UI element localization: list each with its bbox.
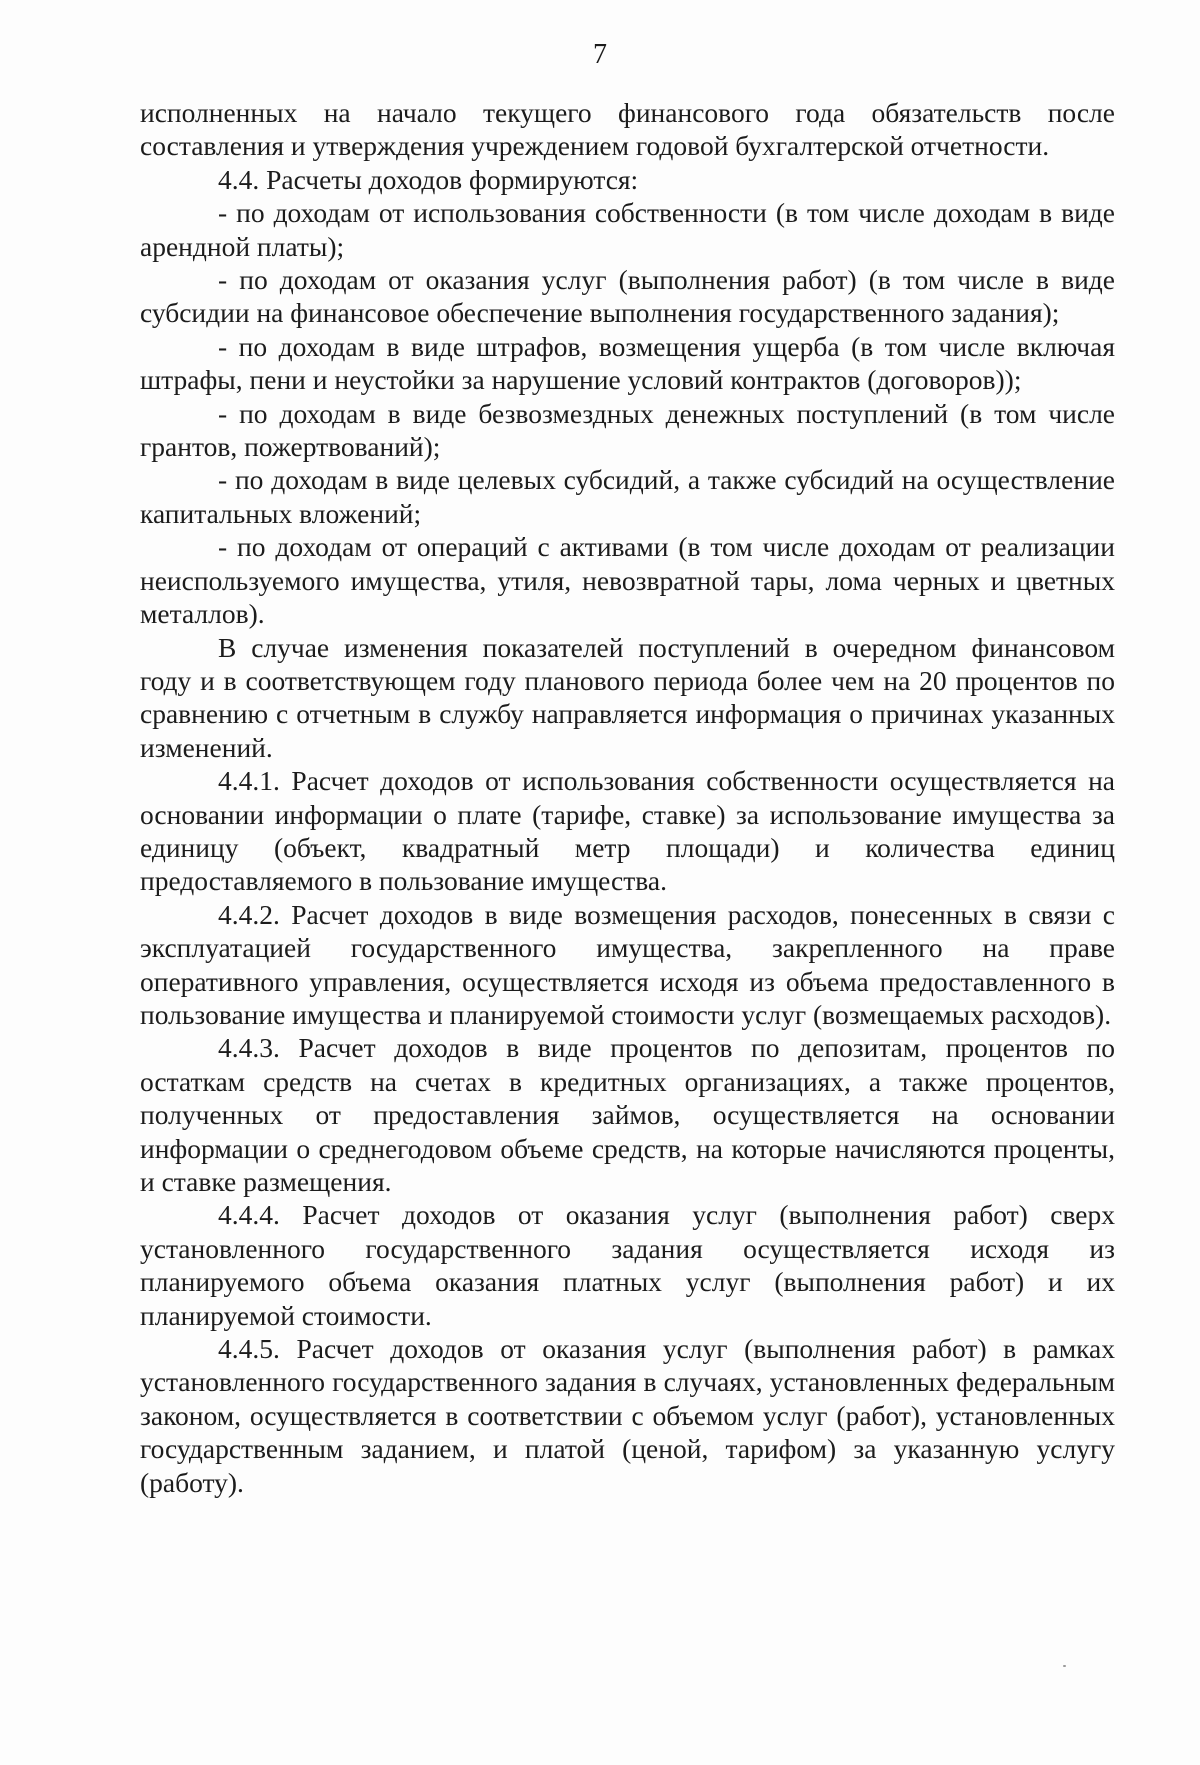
list-item-property-income: - по доходам от использования собственности (в том числе доходам в виде арендной платы); [140,197,1115,262]
list-item-gratuitous-income: - по доходам в виде безвозмездных денежных поступлений (в том числе грантов, пожертвований); [140,397,1115,463]
list-item-fines-income: - по доходам в виде штрафов, возмещения ущерба (в том числе включая штрафы, пени и неустойки за нарушение условий контрактов (договоров)); [140,330,1115,396]
paragraph-continuation: исполненных на начало текущего финансового года обязательств после составления и утверждения учреждением годовой бухгалтерской отчетности. [140,97,1115,162]
list-item-target-subsidies: - по доходам в виде целевых субсидий, а также субсидий на осуществление капитальных вложений; [140,464,1115,529]
paragraph-section-4-4-1: 4.4.1. Расчет доходов от использования собственности осуществляется на основании информации о плате (тарифе, ставке) за использование имущества за единицу (объект, квадратный метр площади) и количества единиц предоставляемого в пользование имущества. [140,765,1115,897]
paragraph-section-4-4-5: 4.4.5. Расчет доходов от оказания услуг (выполнения работ) в рамках установленного государственного задания в случаях, установленных федеральным законом, осуществляется в соответствии с объемом услуг (работ), установленных государственным заданием, и платой (ценой, тарифом) за указанную услугу (работу). [140,1333,1115,1498]
list-item-services-income: - по доходам от оказания услуг (выполнения работ) (в том числе в виде субсидии на финансовое обеспечение выполнения государственного задания); [140,264,1115,329]
document-body [140,96,1115,1499]
paragraph-section-4-4: 4.4. Расчеты доходов формируются: [218,163,639,195]
scan-artifact [1063,1665,1066,1667]
paragraph-section-4-4-3: 4.4.3. Расчет доходов в виде процентов по депозитам, процентов по остаткам средств на счетах в кредитных организациях, а также процентов, полученных от предоставления займов, осуществляется на основании информации о среднегодовом объеме средств, на которые начисляются проценты, и ставке размещения. [140,1032,1115,1197]
paragraph-section-4-4-2: 4.4.2. Расчет доходов в виде возмещения расходов, понесенных в связи с эксплуатацией государственного имущества, закрепленного на праве оперативного управления, осуществляется исходя из объема предоставленного в пользование имущества и планируемой стоимости услуг (возмещаемых расходов). [140,898,1115,1030]
list-item-asset-operations: - по доходам от операций с активами (в том числе доходам от реализации неиспользуемого имущества, утиля, невозвратной тары, лома черных и цветных металлов). [140,531,1115,630]
page-number: 7 [593,39,607,70]
paragraph-change-notice: В случае изменения показателей поступлений в очередном финансовом году и в соответствующем году планового периода более чем на 20 процентов по сравнению с отчетным в службу направляется информация о причинах указанных изменений. [140,631,1115,763]
paragraph-section-4-4-4: 4.4.4. Расчет доходов от оказания услуг (выполнения работ) сверх установленного государственного задания осуществляется исходя из планируемого объема оказания платных услуг (выполнения работ) и их планируемой стоимости. [140,1199,1115,1331]
